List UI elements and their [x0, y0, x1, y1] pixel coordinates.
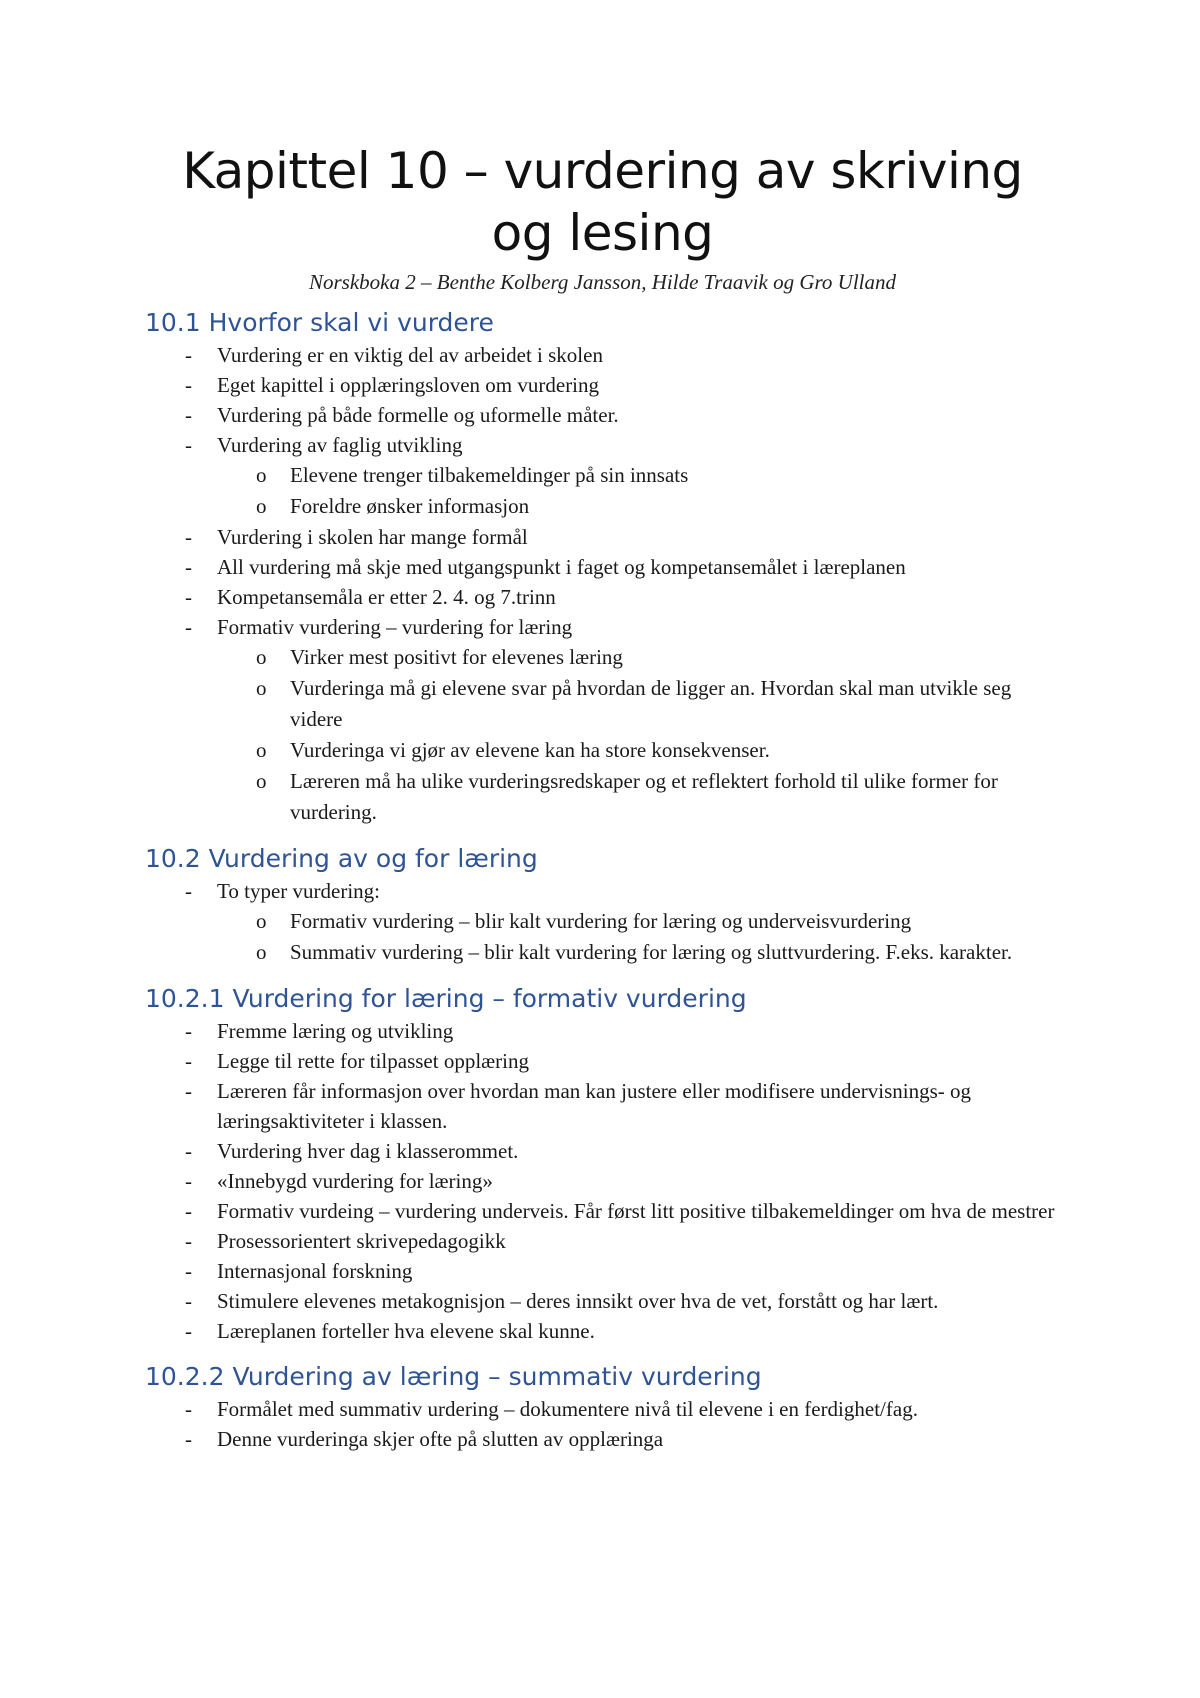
list-item: - Vurdering på både formelle og uformelle måter.	[145, 400, 1060, 430]
list-item: - Læreplanen forteller hva elevene skal kunne.	[145, 1316, 1060, 1346]
sub-list-item: o Virker mest positivt for elevenes læring	[145, 642, 1060, 673]
list-item: - Eget kapittel i opplæringsloven om vurdering	[145, 370, 1060, 400]
list-item: - Fremme læring og utvikling	[145, 1016, 1060, 1046]
sub-list-item: o Vurderinga vi gjør av elevene kan ha store konsekvenser.	[145, 735, 1060, 766]
bullet-list	[145, 876, 1060, 906]
list-item: - Vurdering hver dag i klasserommet.	[145, 1136, 1060, 1166]
list-item: - «Innebygd vurdering for læring»	[145, 1166, 1060, 1196]
list-item: - Vurdering er en viktig del av arbeidet i skolen	[145, 340, 1060, 370]
list-item: - To typer vurdering:	[145, 876, 1060, 906]
list-item: - Formålet med summativ urdering – dokumentere nivå til elevene i en ferdighet/fag.	[145, 1394, 1060, 1424]
section-heading: 10.2 Vurdering av og for læring	[145, 844, 538, 873]
list-item: - Denne vurderinga skjer ofte på slutten av opplæringa	[145, 1424, 1060, 1454]
sub-list-item: o Vurderinga må gi elevene svar på hvordan de ligger an. Hvordan skal man utvikle seg videre	[145, 673, 1060, 735]
list-item: - Vurdering i skolen har mange formål	[145, 522, 1060, 552]
document-title: Kapittel 10 – vurdering av skriving og lesing	[182, 142, 1023, 262]
sub-bullet-list	[145, 642, 1060, 828]
section-heading: 10.2.1 Vurdering for læring – formativ vurdering	[145, 984, 747, 1013]
list-item: - Formativ vurdering – vurdering for læring	[145, 612, 1060, 642]
list-item: - Læreren får informasjon over hvordan man kan justere eller modifisere undervisnings- og læringsaktiviteter i klassen.	[145, 1076, 1060, 1136]
sub-list-item: o Læreren må ha ulike vurderingsredskaper og et reflektert forhold til ulike former for vurdering.	[145, 766, 1060, 828]
document-subtitle: Norskboka 2 – Benthe Kolberg Jansson, Hilde Traavik og Gro Ulland	[309, 270, 896, 294]
section-heading: 10.1 Hvorfor skal vi vurdere	[145, 308, 494, 337]
bullet-list	[145, 340, 1060, 460]
bullet-list	[145, 1394, 1060, 1454]
list-item: - All vurdering må skje med utgangspunkt i faget og kompetansemålet i læreplanen	[145, 552, 1060, 582]
sub-list-item: o Foreldre ønsker informasjon	[145, 491, 1060, 522]
section-heading: 10.2.2 Vurdering av læring – summativ vurdering	[145, 1362, 762, 1391]
bullet-list	[145, 522, 1060, 642]
list-item: - Stimulere elevenes metakognisjon – deres innsikt over hva de vet, forstått og har lært.	[145, 1286, 1060, 1316]
sub-bullet-list	[145, 460, 1060, 522]
sub-list-item: o Elevene trenger tilbakemeldinger på sin innsats	[145, 460, 1060, 491]
list-item: - Kompetansemåla er etter 2. 4. og 7.trinn	[145, 582, 1060, 612]
list-item: - Internasjonal forskning	[145, 1256, 1060, 1286]
sub-bullet-list	[145, 906, 1060, 968]
sub-list-item: o Summativ vurdering – blir kalt vurdering for læring og sluttvurdering. F.eks. karakter.	[145, 937, 1060, 968]
list-item: - Legge til rette for tilpasset opplæring	[145, 1046, 1060, 1076]
list-item: - Prosessorientert skrivepedagogikk	[145, 1226, 1060, 1256]
list-item: - Formativ vurdeing – vurdering underveis. Får først litt positive tilbakemeldinger om hva de mestrer	[145, 1196, 1060, 1226]
sub-list-item: o Formativ vurdering – blir kalt vurdering for læring og underveisvurdering	[145, 906, 1060, 937]
bullet-list	[145, 1016, 1060, 1346]
list-item: - Vurdering av faglig utvikling	[145, 430, 1060, 460]
